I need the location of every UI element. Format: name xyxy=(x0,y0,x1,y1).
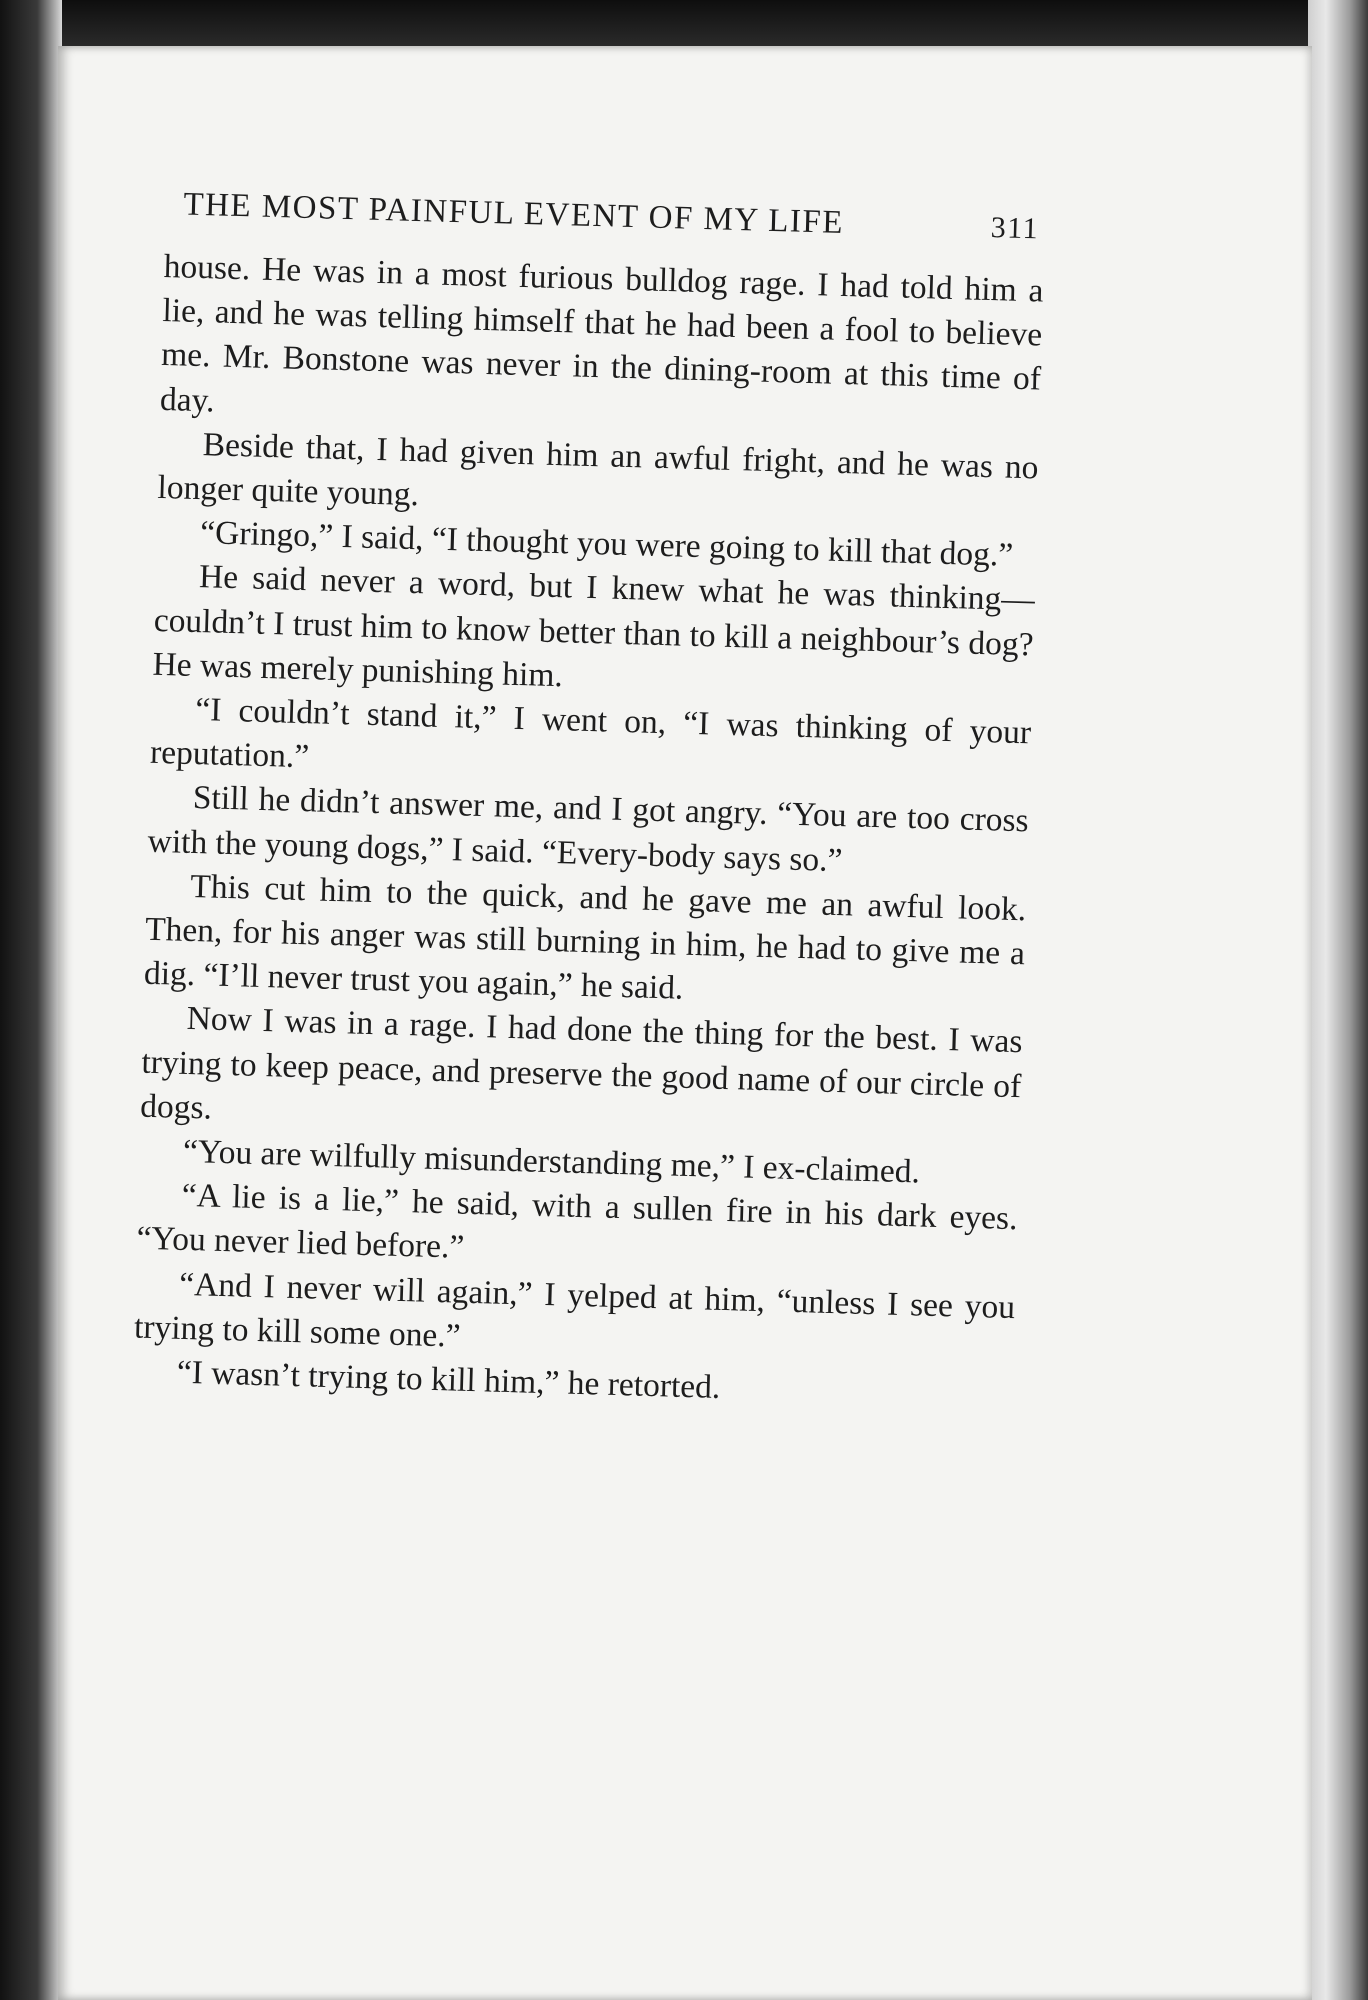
paragraph: “I couldn’t stand it,” I went on, “I was thinking of your reputation.” xyxy=(149,691,1032,776)
paragraph: “A lie is a lie,” he said, with a sullen fire in his dark eyes. “You never lied before.” xyxy=(136,1177,1019,1267)
paragraph: “I wasn’t trying to kill him,” he retorted. xyxy=(176,1353,721,1407)
paragraph: Still he didn’t answer me, and I got angry. “You are too cross with the young dogs,” I said. “Every-body says so.” xyxy=(147,779,1030,879)
paragraph: He said never a word, but I knew what he was thinking—couldn’t I trust him to know better than to kill a neighbour’s dog? He was merely punishing him. xyxy=(152,558,1036,695)
scan-top-edge xyxy=(0,0,1368,48)
running-head-title: THE MOST PAINFUL EVENT OF MY LIFE xyxy=(182,186,845,241)
running-head xyxy=(165,186,1046,248)
paragraph: Beside that, I had given him an awful fright, and he was no longer quite young. xyxy=(157,425,1039,514)
paragraph: Now I was in a rage. I had done the thing for the best. I was trying to keep peace, and preserve the good name of our circle of dogs. xyxy=(139,1000,1023,1127)
book-binding-edge xyxy=(0,0,62,2000)
paragraph: “And I never will again,” I yelped at him, “unless I see you trying to kill some one.” xyxy=(133,1265,1016,1355)
paragraph: “Gringo,” I said, “I thought you were going to kill that dog.” xyxy=(199,514,1014,575)
page-stack-edge xyxy=(1308,0,1368,2000)
paragraph: This cut him to the quick, and he gave me an awful look. Then, for his anger was still burning in him, he had to give me a dig. “I’ll never trust you again,” he said. xyxy=(143,867,1027,1008)
text-block xyxy=(132,186,1045,1418)
paragraph: “You are wilfully misunderstanding me,” I ex-claimed. xyxy=(182,1132,921,1191)
page-number: 311 xyxy=(990,211,1040,246)
body-text xyxy=(132,245,1044,1418)
book-page xyxy=(58,46,1312,2000)
paragraph: house. He was in a most furious bulldog rage. I had told him a lie, and he was telling himself that he had been a fool to believe me. Mr. Bonstone was never in the dining-room at this time of day. xyxy=(159,247,1044,420)
